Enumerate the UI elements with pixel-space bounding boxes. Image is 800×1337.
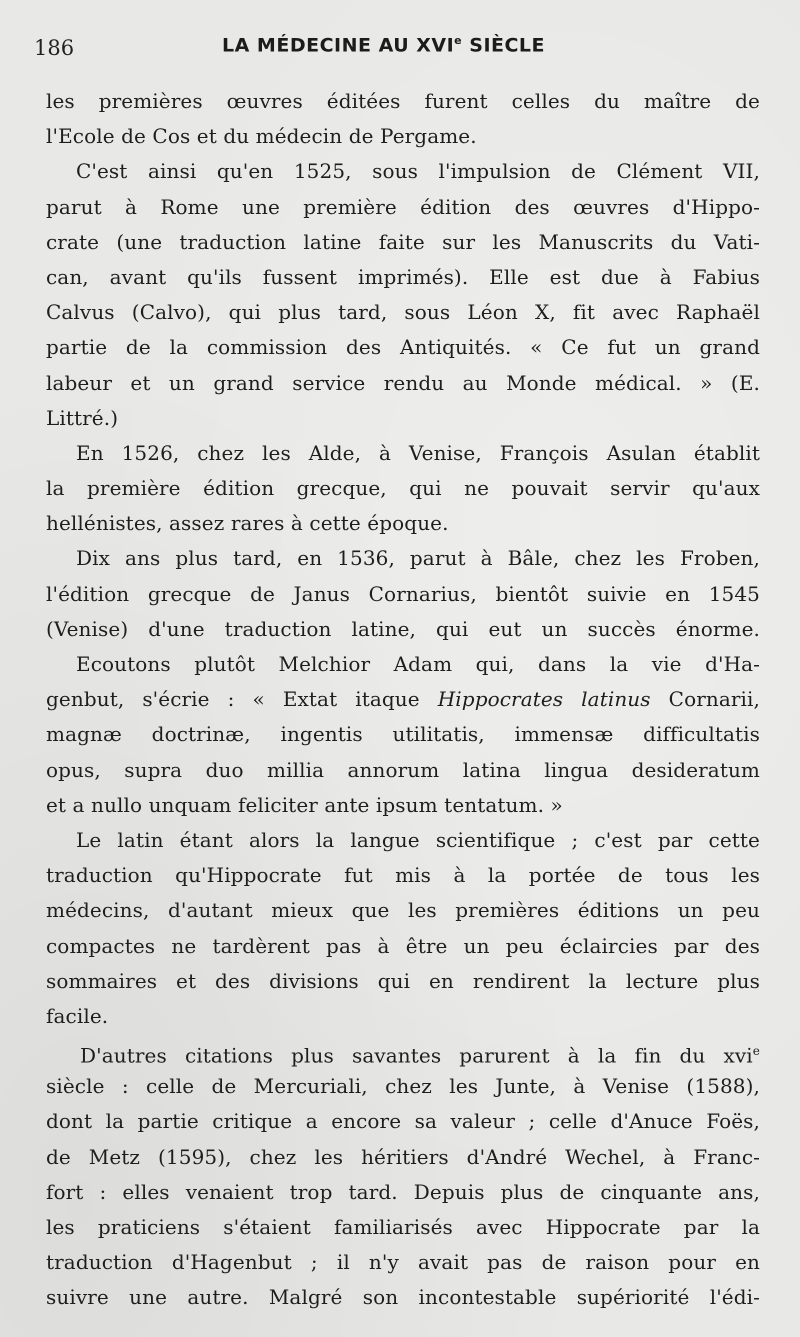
text-line: les premières œuvres éditées furent celles du maître de — [46, 89, 760, 113]
text-line: de Metz (1595), chez les héritiers d'André Wechel, à Franc- — [46, 1144, 760, 1169]
text-line: Le latin étant alors la langue scientifique ; c'est par cette — [76, 827, 760, 852]
text-segment: genbut, s'écrie : « Extat itaque — [46, 687, 438, 712]
text-line: Littré.) — [46, 405, 119, 430]
text-line: suivre une autre. Malgré son incontestable supériorité l'édi- — [46, 1285, 760, 1310]
text-line: médecins, d'autant mieux que les premières éditions un peu — [46, 898, 760, 923]
text-line: et a nullo unquam feliciter ante ipsum tentatum. » — [46, 792, 563, 817]
text-line: les praticiens s'étaient familiarisés avec Hippocrate par la — [46, 1215, 760, 1239]
text-line: C'est ainsi qu'en 1525, sous l'impulsion de Clément VII, — [76, 159, 760, 184]
superscript: e — [752, 1044, 760, 1059]
text-line: compactes ne tardèrent pas à être un peu éclaircies par des — [46, 933, 760, 958]
text-line: dont la partie critique a encore sa valeur ; celle d'Anuce Foës, — [46, 1109, 760, 1134]
text-line: labeur et un grand service rendu au Monde médical. » (E. — [46, 370, 760, 395]
text-line: partie de la commission des Antiquités. « Ce fut un grand — [46, 335, 760, 360]
text-line: siècle : celle de Mercuriali, chez les Junte, à Venise (1588), — [46, 1074, 760, 1099]
text-line: la première édition grecque, qui ne pouvait servir qu'aux — [46, 476, 760, 501]
text-line: En 1526, chez les Alde, à Venise, François Asulan établit — [76, 440, 760, 465]
text-line: magnæ doctrinæ, ingentis utilitatis, immensæ difficultatis — [46, 722, 760, 747]
text-line: hellénistes, assez rares à cette époque. — [46, 511, 449, 536]
text-line: Calvus (Calvo), qui plus tard, sous Léon X, fit avec Raphaël — [46, 300, 760, 325]
italic-title: Hippocrates latinus — [437, 687, 651, 712]
text-line: crate (une traduction latine faite sur les Manuscrits du Vati- — [46, 229, 760, 254]
text-line: can, avant qu'ils fussent imprimés). Elle est due à Fabius — [46, 264, 760, 289]
text-segment: Cornarii, — [650, 687, 760, 712]
text-line: Ecoutons plutôt Melchior Adam qui, dans la vie d'Ha- — [76, 652, 760, 676]
text-line: facile. — [46, 1003, 109, 1028]
text-line: l'Ecole de Cos et du médecin de Pergame. — [46, 124, 477, 149]
running-head-century: SIÈCLE — [462, 34, 546, 57]
text-line — [46, 1034, 760, 1069]
page-header — [0, 32, 800, 72]
text-line: l'édition grecque de Janus Cornarius, bientôt suivie en 1545 — [46, 581, 760, 606]
page-number: 186 — [34, 36, 75, 60]
text-line: (Venise) d'une traduction latine, qui eut un succès énorme. — [46, 616, 760, 641]
text-line: sommaires et des divisions qui en rendirent la lecture plus — [46, 968, 760, 993]
text-line: fort : elles venaient trop tard. Depuis plus de cinquante ans, — [46, 1179, 760, 1204]
body-text — [46, 84, 760, 1316]
running-head — [222, 34, 545, 56]
text-line: traduction qu'Hippocrate fut mis à la portée de tous les — [46, 863, 760, 888]
running-head-title: LA MÉDECINE AU XVI — [222, 34, 455, 57]
text-segment: D'autres citations plus savantes parurent à la fin du xvi — [80, 1043, 753, 1068]
text-line: opus, supra duo millia annorum latina lingua desideratum — [46, 757, 760, 782]
running-head-superscript: e — [454, 34, 463, 47]
text-line: parut à Rome une première édition des œuvres d'Hippo- — [46, 194, 760, 219]
text-line: Dix ans plus tard, en 1536, parut à Bâle, chez les Froben, — [76, 546, 760, 571]
text-line — [46, 682, 760, 717]
text-line: traduction d'Hagenbut ; il n'y avait pas de raison pour en — [46, 1250, 760, 1275]
